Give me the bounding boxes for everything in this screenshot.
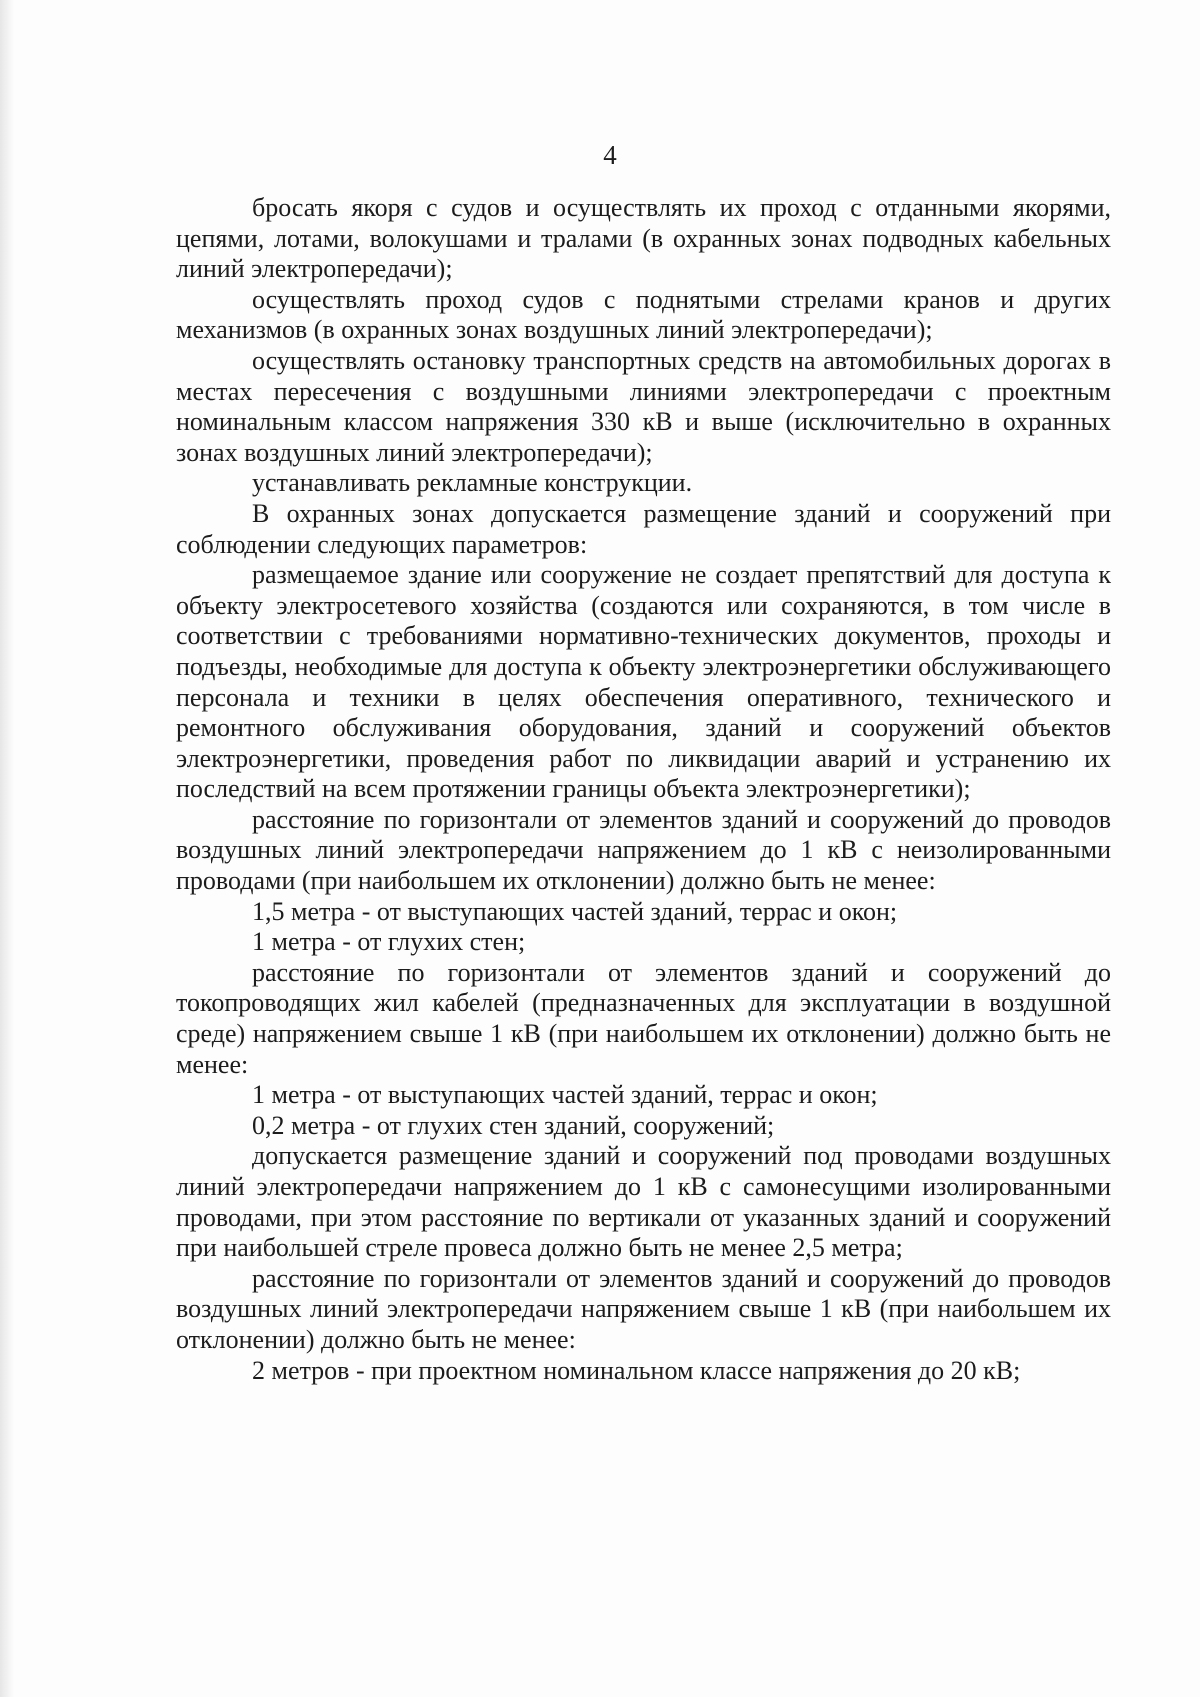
paragraph: размещаемое здание или сооружение не создает препятствий для доступа к объекту электросетевого хозяйства (создаются или сохраняются, в том числе в соответствии с требованиями нормативно-технических документов, проходы и подъезды, необходимые для доступа к объекту электроэнергетики обслуживающего персонала и техники в целях обеспечения оперативного, технического и ремонтного обслуживания оборудования, зданий и сооружений объектов электроэнергетики, проведения работ по ликвидации аварий и устранению их последствий на всем протяжении границы объекта электроэнергетики);: [176, 560, 1111, 804]
paragraph: бросать якоря с судов и осуществлять их проход с отданными якорями, цепями, лотами, волокушами и тралами (в охранных зонах подводных кабельных линий электропередачи);: [176, 193, 1111, 284]
paragraph: 1,5 метра - от выступающих частей зданий, террас и окон;: [252, 896, 898, 926]
document-body: [176, 193, 1111, 1386]
paragraph: 0,2 метра - от глухих стен зданий, сооружений;: [252, 1110, 775, 1140]
paragraph: расстояние по горизонтали от элементов зданий и сооружений до проводов воздушных линий электропередачи напряжением свыше 1 кВ (при наибольшем их отклонении) должно быть не менее:: [176, 1263, 1111, 1354]
paragraph: устанавливать рекламные конструкции.: [252, 468, 693, 498]
paragraph: 1 метра - от выступающих частей зданий, террас и окон;: [252, 1080, 878, 1110]
paragraph: расстояние по горизонтали от элементов зданий и сооружений до проводов воздушных линий электропередачи напряжением до 1 кВ с неизолированными проводами (при наибольшем их отклонении) должно быть не менее:: [176, 804, 1111, 896]
paragraph: допускается размещение зданий и сооружений под проводами воздушных линий электропередачи напряжением до 1 кВ с самонесущими изолированными проводами, при этом расстояние по вертикали от указанных зданий и сооружений при наибольшей стреле провеса должно быть не менее 2,5 метра;: [176, 1141, 1111, 1263]
paragraph: расстояние по горизонтали от элементов зданий и сооружений до токопроводящих жил кабелей (предназначенных для эксплуатации в воздушной среде) напряжением свыше 1 кВ (при наибольшем их отклонении) должно быть не менее:: [176, 957, 1111, 1079]
paragraph: осуществлять проход судов с поднятыми стрелами кранов и других механизмов (в охранных зонах воздушных линий электропередачи);: [176, 284, 1111, 345]
paragraph: В охранных зонах допускается размещение зданий и сооружений при соблюдении следующих параметров:: [176, 498, 1111, 559]
scan-edge-shadow: [0, 0, 14, 1697]
paragraph: 2 метров - при проектном номинальном классе напряжения до 20 кВ;: [252, 1355, 1021, 1385]
paragraph: 1 метра - от глухих стен;: [252, 927, 526, 957]
paragraph: осуществлять остановку транспортных средств на автомобильных дорогах в местах пересечения с воздушными линиями электропередачи с проектным номинальным классом напряжения 330 кВ и выше (исключительно в охранных зонах воздушных линий электропередачи);: [176, 345, 1111, 467]
page-number: 4: [603, 140, 617, 170]
